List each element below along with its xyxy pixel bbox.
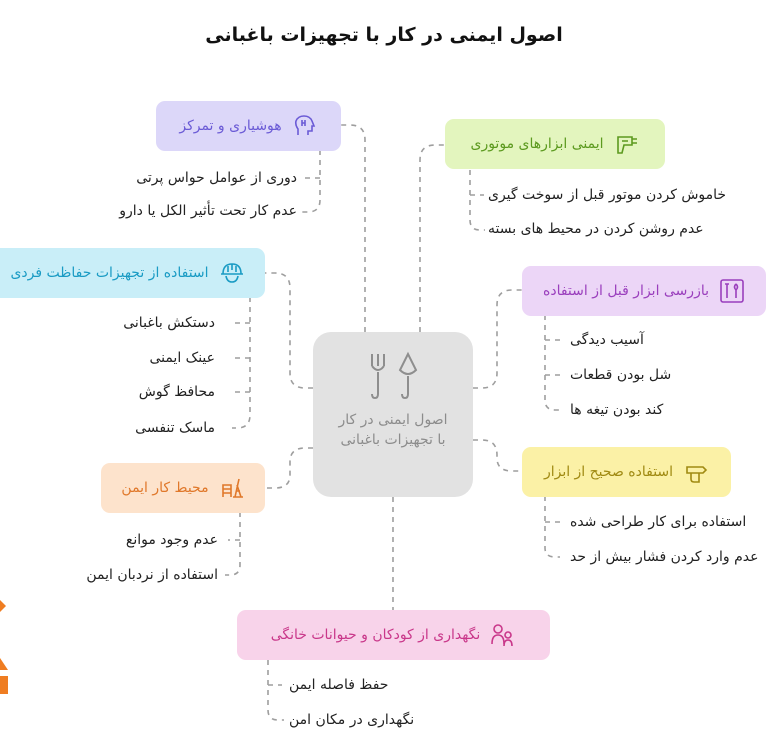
list-item: عینک ایمنی [149,350,215,366]
list-item: عدم کار تحت تأثیر الکل یا دارو [119,203,297,219]
list-item: خاموش کردن موتور قبل از سوخت گیری [488,187,727,203]
list-item: دستکش باغبانی [123,315,215,331]
list-item: شل بودن قطعات [570,367,672,383]
node-inspection [522,266,766,316]
list-item: حفظ فاصله ایمن [289,677,389,693]
node-ppe [0,248,265,298]
list-item: دوری از عوامل حواس پرتی [136,170,297,186]
center-label: اصول ایمنی در کار با تجهیزات باغبانی [338,412,448,448]
hand-tool-icon [683,459,709,485]
people-icon [490,622,516,648]
list-item: استفاده برای کار طراحی شده [570,514,747,530]
node-awareness-label: هوشیاری و تمرکز [179,118,282,134]
node-awareness [156,101,341,151]
list-item: کند بودن تیغه ها [570,402,664,418]
garden-tools-icon [364,350,422,400]
page-title: اصول ایمنی در کار با تجهیزات باغبانی [205,24,563,46]
list-item: آسیب دیدگی [570,332,644,348]
power-tool-icon [614,131,640,157]
toolbox-icon [719,278,745,304]
node-motor [445,119,665,169]
node-children [237,610,550,660]
list-item: ماسک تنفسی [135,420,215,436]
center-node [313,332,473,497]
node-correct-use-label: استفاده صحیح از ابزار [543,464,674,480]
brand-logo [0,598,10,698]
list-item: عدم وجود موانع [125,532,218,548]
node-children-label: نگهداری از کودکان و حیوانات خانگی [270,627,481,643]
list-item: عدم روشن کردن در محیط های بسته [488,221,704,237]
node-correct-use [522,447,731,497]
node-environment [101,463,265,513]
hard-hat-icon [219,260,245,286]
ladder-icon [219,475,245,501]
node-motor-label: ایمنی ابزارهای موتوری [470,136,604,152]
node-environment-label: محیط کار ایمن [121,480,209,496]
node-ppe-label: استفاده از تجهیزات حفاظت فردی [10,265,209,281]
list-item: نگهداری در مکان امن [289,712,415,728]
list-item: محافظ گوش [138,384,215,400]
node-inspection-label: بازرسی ابزار قبل از استفاده [543,283,709,299]
list-item: عدم وارد کردن فشار بیش از حد [570,549,759,565]
list-item: استفاده از نردبان ایمن [86,567,218,583]
head-brain-icon [292,113,318,139]
